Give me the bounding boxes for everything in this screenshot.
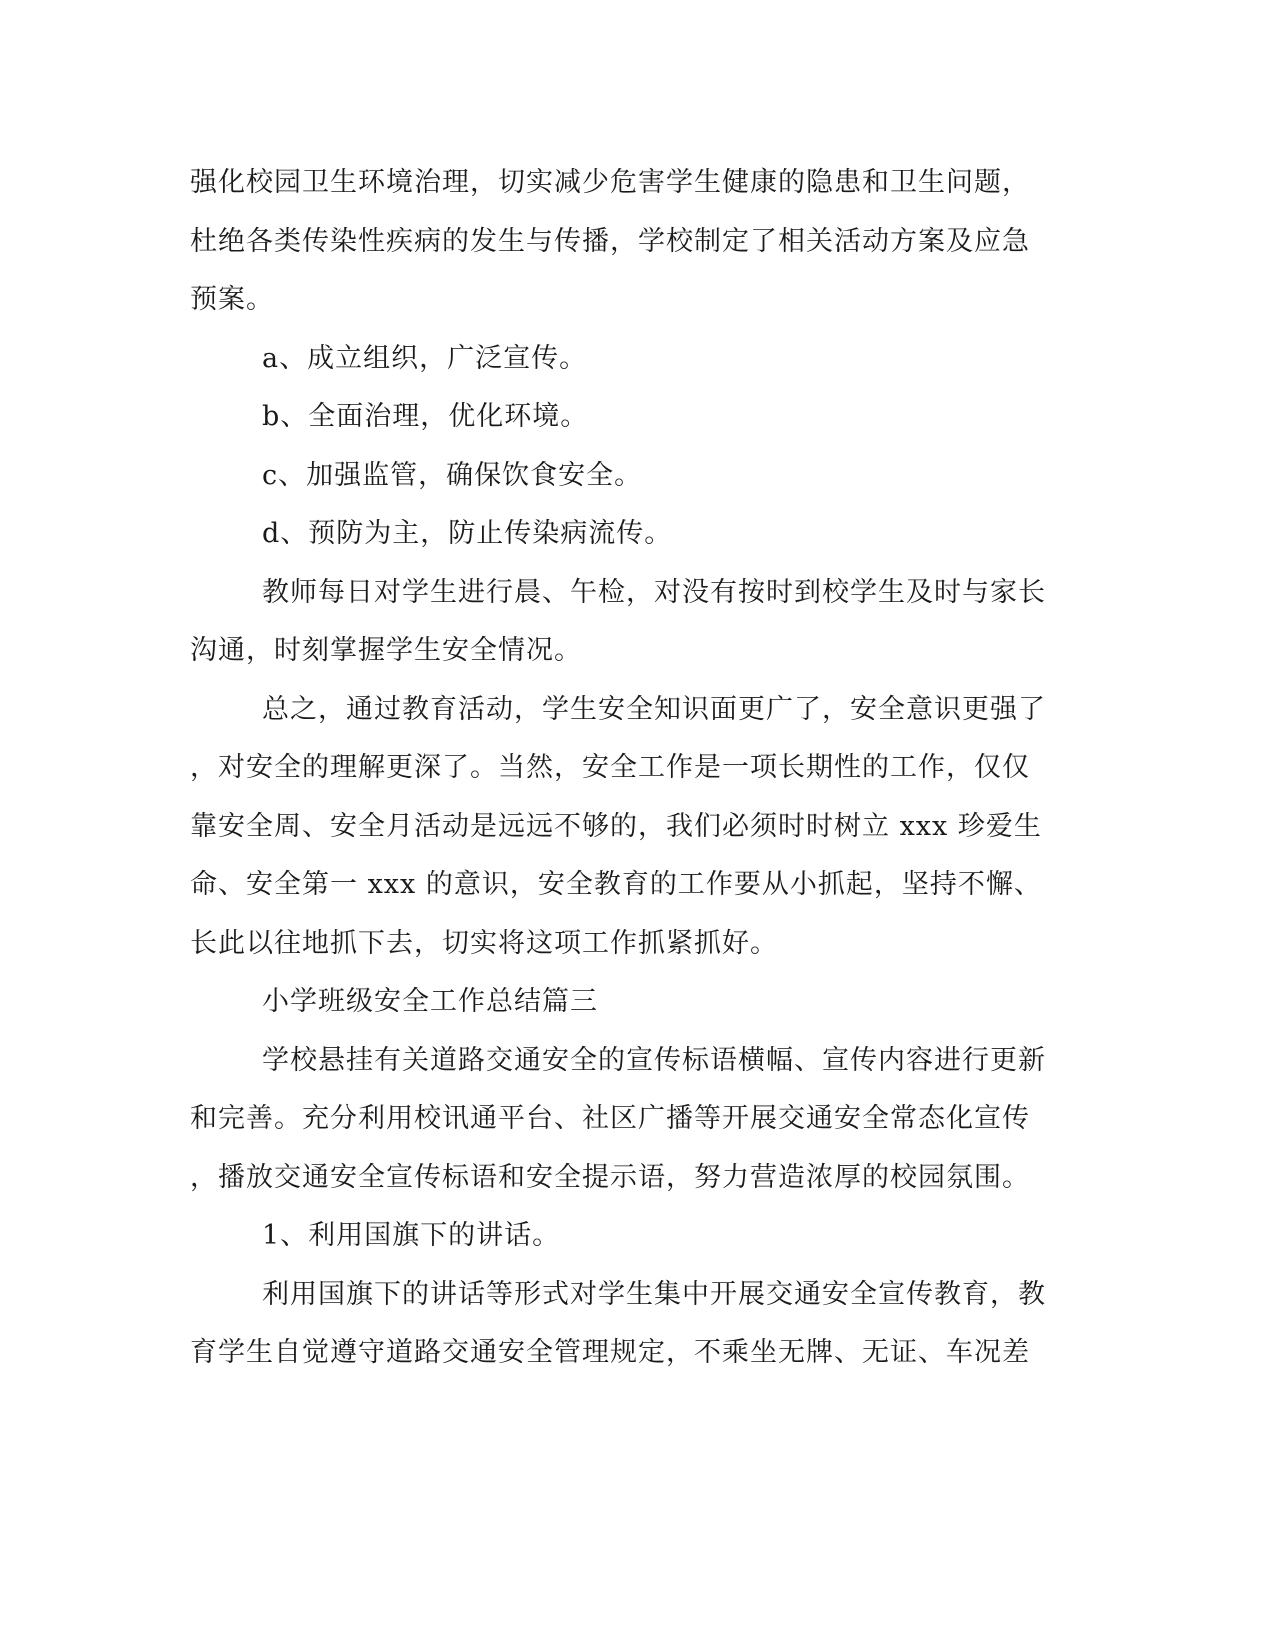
list-item: a、成立组织，广泛宣传。	[262, 343, 588, 374]
list-item: b、全面治理，优化环境。	[262, 401, 589, 432]
text-line: 靠安全周、安全月活动是远远不够的，我们必须时时树立 xxx 珍爱生	[190, 811, 1042, 842]
list-item: d、预防为主，防止传染病流传。	[262, 518, 673, 549]
section-heading: 小学班级安全工作总结篇三	[262, 986, 598, 1017]
text-line: 沟通，时刻掌握学生安全情况。	[190, 635, 582, 666]
text-line: 育学生自觉遵守道路交通安全管理规定，不乘坐无牌、无证、车况差	[190, 1337, 1030, 1368]
text-line: 和完善。充分利用校讯通平台、社区广播等开展交通安全常态化宣传	[190, 1103, 1030, 1134]
text-line: ，对安全的理解更深了。当然，安全工作是一项长期性的工作，仅仅	[190, 752, 1030, 783]
text-line: 预案。	[190, 284, 274, 315]
text-line: 学校悬挂有关道路交通安全的宣传标语横幅、宣传内容进行更新	[262, 1045, 1046, 1076]
list-item: 1、利用国旗下的讲话。	[262, 1220, 561, 1251]
list-item: c、加强监管，确保饮食安全。	[262, 460, 643, 491]
text-line: 杜绝各类传染性疾病的发生与传播，学校制定了相关活动方案及应急	[190, 226, 1030, 257]
text-line: 教师每日对学生进行晨、午检，对没有按时到校学生及时与家长	[262, 577, 1046, 608]
text-line: 命、安全第一 xxx 的意识，安全教育的工作要从小抓起，坚持不懈、	[190, 869, 1042, 900]
text-line: 利用国旗下的讲话等形式对学生集中开展交通安全宣传教育，教	[262, 1279, 1046, 1310]
text-line: 长此以往地抓下去，切实将这项工作抓紧抓好。	[190, 928, 778, 959]
text-line: ，播放交通安全宣传标语和安全提示语，努力营造浓厚的校园氛围。	[190, 1162, 1030, 1193]
text-line: 总之，通过教育活动，学生安全知识面更广了，安全意识更强了	[262, 694, 1046, 725]
text-line: 强化校园卫生环境治理，切实减少危害学生健康的隐患和卫生问题，	[190, 167, 1030, 198]
